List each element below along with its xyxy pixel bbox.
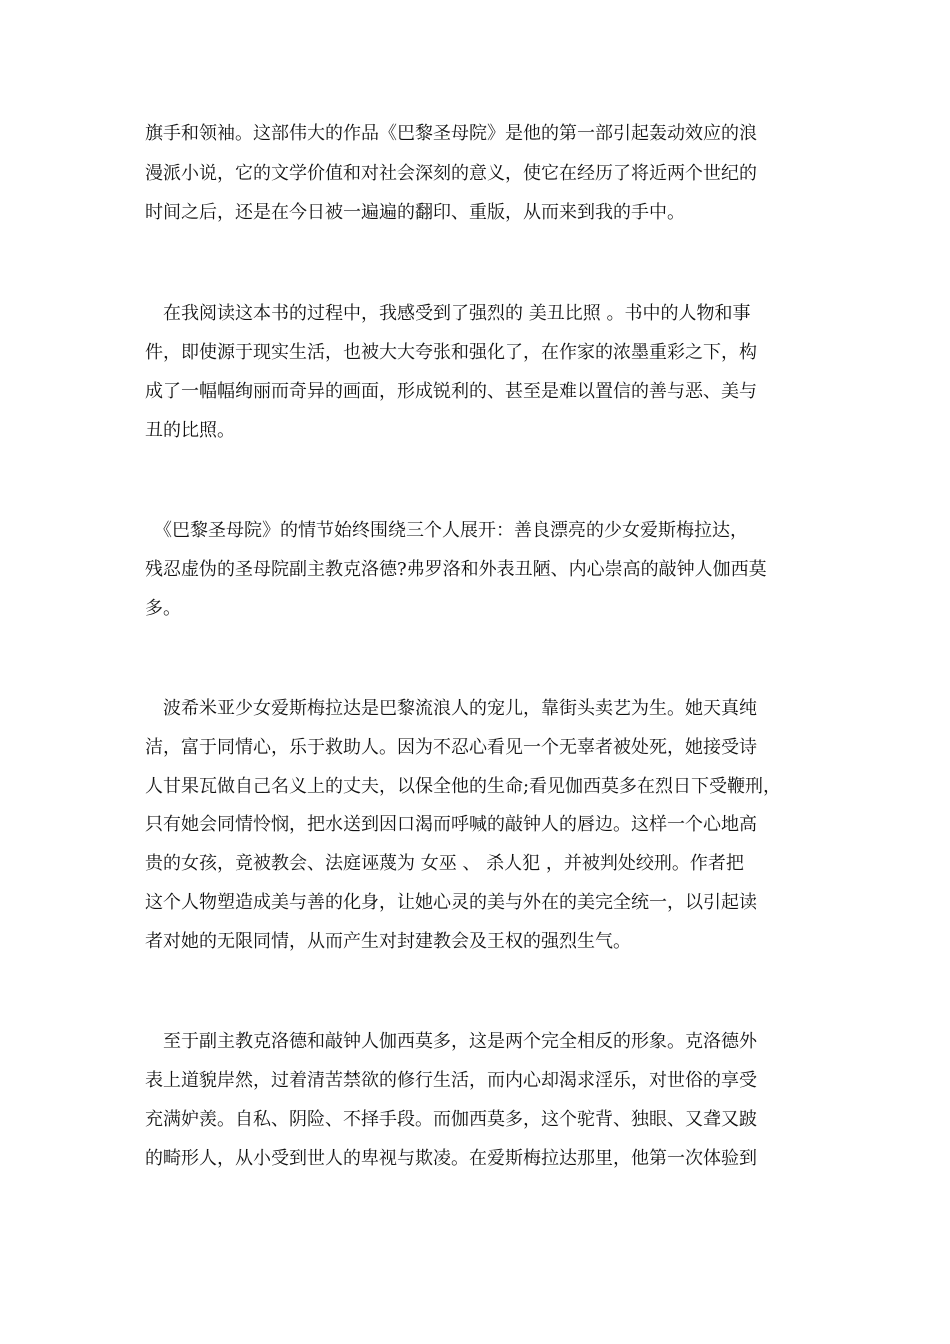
paragraph-2-line-1: 在我阅读这本书的过程中，我感受到了强烈的 美丑比照 。书中的人物和事: [145, 303, 751, 324]
paragraph-1-line-3: 时间之后，还是在今日被一遍遍的翻印、重版，从而来到我的手中。: [145, 202, 685, 223]
paragraph-4-line-4: 只有她会同情怜悯，把水送到因口渴而呼喊的敲钟人的唇边。这样一个心地高: [145, 814, 757, 835]
paragraph-3-line-3: 多。: [145, 598, 181, 619]
paragraph-2-line-2: 件，即使源于现实生活，也被大大夸张和强化了，在作家的浓墨重彩之下，构: [145, 342, 757, 363]
paragraph-5-line-4: 的畸形人，从小受到世人的卑视与欺凌。在爱斯梅拉达那里，他第一次体验到: [145, 1148, 757, 1169]
paragraph-4-line-1: 波希米亚少女爱斯梅拉达是巴黎流浪人的宠儿，靠街头卖艺为生。她天真纯: [145, 698, 757, 719]
paragraph-4-line-3: 人甘果瓦做自己名义上的丈夫，以保全他的生命;看见伽西莫多在烈日下受鞭刑，: [145, 776, 782, 797]
paragraph-2-line-3: 成了一幅幅绚丽而奇异的画面，形成锐利的、甚至是难以置信的善与恶、美与: [145, 381, 757, 402]
paragraph-2-line-4: 丑的比照。: [145, 420, 235, 441]
paragraph-4-line-6: 这个人物塑造成美与善的化身，让她心灵的美与外在的美完全统一，以引起读: [145, 892, 757, 913]
paragraph-4-line-7: 者对她的无限同情，从而产生对封建教会及王权的强烈生气。: [145, 931, 631, 952]
paragraph-4-line-5: 贵的女孩，竟被教会、法庭诬蔑为 女巫 、 杀人犯 ，并被判处绞刑。作者把: [145, 853, 744, 874]
paragraph-5-line-3: 充满妒羡。自私、阴险、不择手段。而伽西莫多，这个驼背、独眼、又聋又跛: [145, 1109, 757, 1130]
paragraph-1-line-2: 漫派小说，它的文学价值和对社会深刻的意义，使它在经历了将近两个世纪的: [145, 163, 757, 184]
paragraph-5-line-1: 至于副主教克洛德和敲钟人伽西莫多，这是两个完全相反的形象。克洛德外: [145, 1031, 757, 1052]
paragraph-4-line-2: 洁，富于同情心，乐于救助人。因为不忍心看见一个无辜者被处死，她接受诗: [145, 737, 757, 758]
paragraph-1-line-1: 旗手和领袖。这部伟大的作品《巴黎圣母院》是他的第一部引起轰动效应的浪: [145, 123, 757, 144]
paragraph-3-line-2: 残忍虚伪的圣母院副主教克洛德?弗罗洛和外表丑陋、内心崇高的敲钟人伽西莫: [145, 559, 767, 580]
paragraph-5-line-2: 表上道貌岸然，过着清苦禁欲的修行生活，而内心却渴求淫乐，对世俗的享受: [145, 1070, 757, 1091]
paragraph-3-line-1: 《巴黎圣母院》的情节始终围绕三个人展开：善良漂亮的少女爱斯梅拉达，: [145, 520, 748, 541]
